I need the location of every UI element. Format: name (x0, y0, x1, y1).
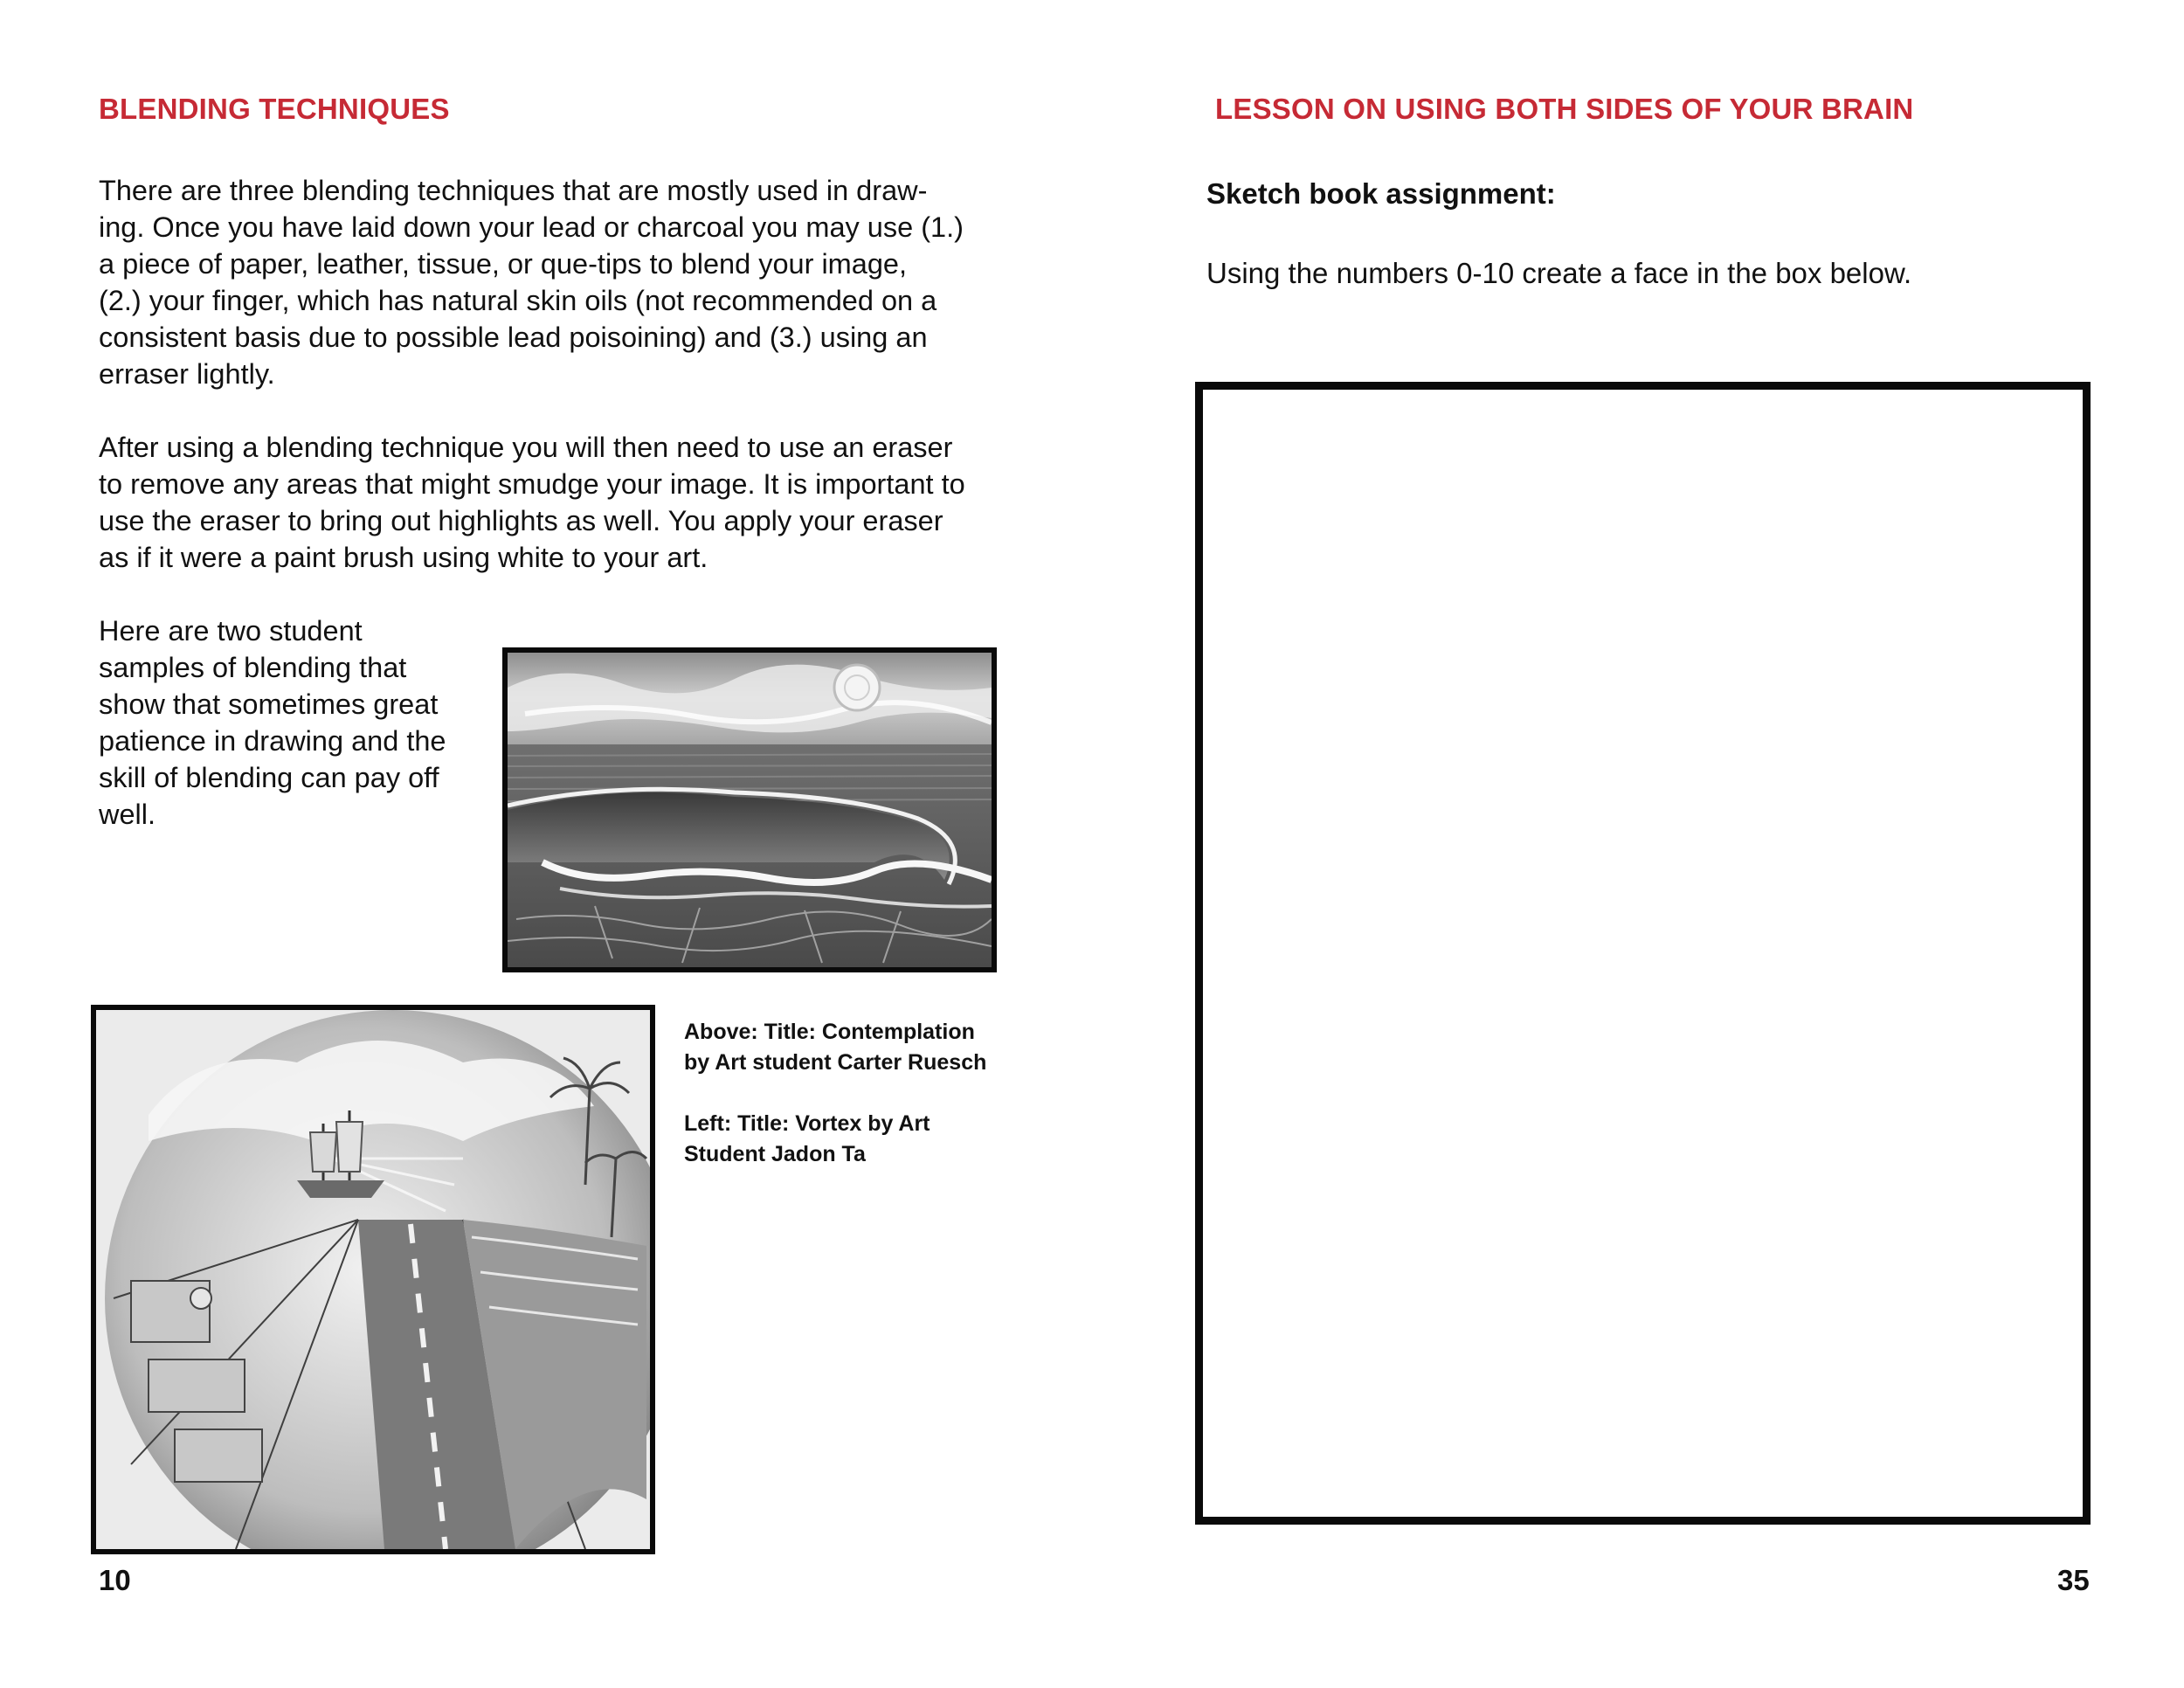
assignment-instruction: Using the numbers 0-10 create a face in the box below. (1206, 257, 1912, 289)
ocean-wave-illustration (508, 653, 992, 967)
text-line: as if it were a paint brush using white to your art. (99, 542, 708, 573)
text-line: well. (99, 799, 156, 830)
vortex-illustration (96, 1010, 650, 1549)
text-line: There are three blending techniques that are mostly used in draw- (99, 175, 928, 206)
assignment-label: Sketch book assignment: (1206, 177, 1556, 210)
caption-line: Student Jadon Ta (684, 1142, 866, 1166)
caption-line: by Art student Carter Ruesch (684, 1050, 987, 1075)
text-line: erraser lightly. (99, 358, 275, 390)
text-line: patience in drawing and the (99, 725, 446, 757)
drawing-box[interactable] (1195, 382, 2091, 1525)
student-samples-paragraph (99, 612, 483, 833)
vortex-drawing (91, 1005, 655, 1554)
right-page-number: 35 (2057, 1564, 2090, 1596)
left-page-number: 10 (99, 1564, 131, 1596)
text-line: samples of blending that (99, 652, 407, 683)
caption-line: Above: Title: Contemplation (684, 1020, 975, 1044)
text-line: ing. Once you have laid down your lead or charcoal you may use (1.) (99, 211, 964, 243)
artwork-captions (684, 1017, 1025, 1170)
caption-spacer (684, 1078, 1025, 1109)
text-line: to remove any areas that might smudge your image. It is important to (99, 468, 965, 500)
text-line: use the eraser to bring out highlights as well. You apply your eraser (99, 505, 943, 536)
text-line: skill of blending can pay off (99, 762, 439, 793)
text-line: (2.) your finger, which has natural skin oils (not recommended on a (99, 285, 937, 316)
eraser-paragraph (99, 429, 1025, 576)
text-line: a piece of paper, leather, tissue, or que-tips to blend your image, (99, 248, 908, 280)
text-line: After using a blending technique you will then need to use an eraser (99, 432, 953, 463)
contemplation-drawing (502, 647, 997, 972)
right-page-heading: LESSON ON USING BOTH SIDES OF YOUR BRAIN (1215, 93, 1914, 125)
text-line: consistent basis due to possible lead poisoining) and (3.) using an (99, 322, 928, 353)
text-line: show that sometimes great (99, 688, 439, 720)
left-page-heading: BLENDING TECHNIQUES (99, 93, 450, 125)
text-line: Here are two student (99, 615, 363, 647)
blending-intro-paragraph (99, 172, 1025, 392)
caption-line: Left: Title: Vortex by Art (684, 1111, 930, 1136)
